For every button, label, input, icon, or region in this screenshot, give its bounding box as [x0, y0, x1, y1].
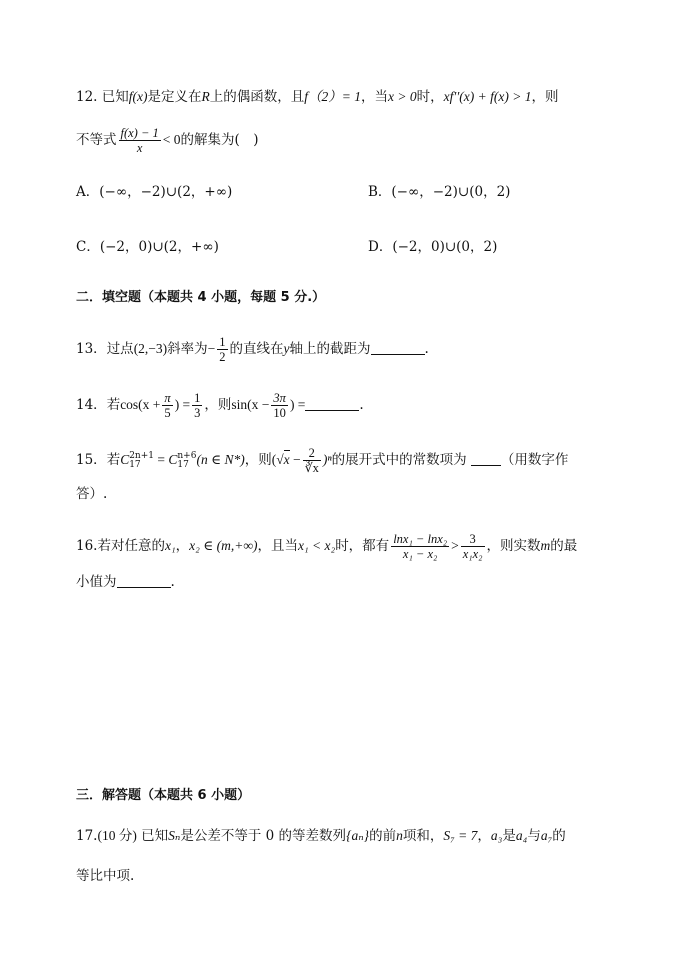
q15-C2: C: [168, 452, 178, 467]
fraction-denominator: ∛x: [304, 461, 319, 475]
q16-x2-domain: x₂ ∈ (m,+∞): [189, 538, 258, 553]
q15-C2-sup: n+6: [177, 450, 197, 461]
q13-end: .: [424, 341, 429, 357]
q15-C2-sub: 17: [177, 459, 189, 470]
question-number: 12.: [76, 89, 98, 105]
question-16-line-1: [76, 532, 628, 561]
q15-minus: −: [289, 452, 301, 467]
q12-text: 不等式: [76, 132, 117, 148]
fraction-denominator: x: [136, 141, 143, 155]
question-14: [76, 391, 628, 420]
question-12-line-1: [76, 87, 628, 107]
q15-power: )ⁿ: [322, 452, 332, 467]
q15-sqrt-x: x: [283, 452, 290, 467]
q17-text: 与: [527, 828, 541, 844]
q16-text: 若对任意的: [97, 538, 165, 554]
q15-paren: (: [271, 452, 277, 467]
q16-end: .: [170, 574, 175, 590]
q13-point: (2,−3): [133, 341, 168, 356]
q16-gt: >: [451, 538, 459, 553]
question-number: 16.: [76, 538, 98, 554]
q17-text: 项和，: [402, 828, 444, 844]
fraction-denominator: 10: [273, 406, 286, 420]
q12-text: 是定义在: [147, 89, 202, 105]
q12-f2: f（2）= 1: [304, 89, 362, 104]
q14-text: 若: [106, 397, 121, 413]
q15-C1-indices: [129, 452, 154, 470]
fraction-numerator: 3: [461, 532, 485, 547]
q12-inequality: xf′′(x) + f(x) > 1: [443, 89, 532, 104]
option-d[interactable]: D．(−2，0)∪(0，2): [368, 239, 498, 255]
q16-text: 时，都有: [335, 538, 390, 554]
q13-fraction: [217, 335, 227, 364]
q12-fx: f(x): [128, 89, 148, 104]
q17-Sn: Sₙ: [168, 828, 181, 843]
fraction-denominator: 2: [219, 350, 226, 364]
q15-fraction: [303, 446, 321, 475]
q17-a3: a₃: [490, 828, 503, 843]
q15-condition: (n ∈ N*): [196, 452, 245, 467]
option-c[interactable]: C．(−2，0)∪(2，+∞): [76, 239, 219, 255]
fraction-numerator: 2: [303, 446, 321, 461]
q16-x1: x₁: [164, 538, 176, 553]
option-b[interactable]: B．(−∞，−2)∪(0，2): [368, 184, 511, 200]
q12-R: R: [201, 89, 210, 104]
option-a[interactable]: A．(−∞，−2)∪(2，+∞): [76, 184, 233, 200]
q17-S7: S₇ = 7: [443, 828, 478, 843]
fraction-numerator: lnx₁ − lnx₂: [393, 532, 448, 546]
q14-eq: ) =: [289, 397, 306, 412]
q15-text: ，则: [244, 452, 272, 468]
q13-text: 过点: [106, 341, 134, 357]
q12-text: 时，: [416, 89, 444, 105]
question-15-line-1: [76, 446, 628, 475]
q16-m: m: [540, 538, 551, 553]
question-13: [76, 335, 628, 364]
answer-blank[interactable]: [117, 573, 171, 588]
q17-a7: a₇: [540, 828, 553, 843]
sqrt-icon: √: [276, 452, 284, 467]
q13-minus: −: [207, 341, 216, 356]
question-12-line-2: [76, 126, 628, 155]
q15-C1-sub: 17: [129, 459, 141, 470]
q15-C1-sup: 2n+1: [129, 450, 154, 461]
section-heading-fill-in: 二．填空题（本题共 4 小题，每题 5 分.）: [76, 290, 326, 305]
question-15-line-2: 答）.: [76, 486, 108, 502]
q14-fraction-1: [162, 391, 172, 420]
q16-text: ，且当: [257, 538, 298, 554]
question-17-line-1: [76, 826, 628, 846]
q16-text: 小值为: [76, 574, 117, 590]
q14-fraction-3: [271, 391, 288, 420]
fraction-numerator: 3π: [273, 391, 286, 405]
q13-text: 轴上的截距为: [289, 341, 371, 357]
answer-blank[interactable]: [371, 340, 425, 355]
answer-blank[interactable]: [471, 451, 501, 466]
question-16-line-2: [76, 572, 628, 592]
q12-ineq: < 0: [162, 132, 181, 147]
question-number: 13．: [76, 341, 107, 357]
q17-text: 的前: [369, 828, 397, 844]
fraction-numerator: 1: [194, 391, 201, 405]
q17-text: 已知: [141, 828, 169, 844]
q17-text: 是公差不等于 0 的等差数列: [180, 828, 347, 844]
q15-C1: C: [120, 452, 130, 467]
fraction-denominator: x₁x₂: [462, 547, 483, 561]
q12-text: ，当: [361, 89, 389, 105]
q12-text: 已知: [101, 89, 129, 105]
q16-text: 的最: [550, 538, 578, 554]
q12-fraction: [119, 126, 161, 155]
q16-text: ，则实数: [486, 538, 541, 554]
section-heading-answers: 三．解答题（本题共 6 小题）: [76, 788, 251, 803]
fraction-denominator: 5: [164, 406, 171, 420]
q15-eq: =: [154, 452, 169, 467]
question-17-line-2: 等比中项.: [76, 868, 135, 884]
q17-a4: a₄: [515, 828, 528, 843]
q14-text: ，则: [204, 397, 232, 413]
q12-text: 的解集为( ): [180, 132, 259, 148]
q12-text: 上的偶函数，且: [209, 89, 305, 105]
q17-an: {aₙ}: [346, 828, 370, 843]
fraction-numerator: f(x) − 1: [120, 126, 159, 140]
q13-y: y: [283, 341, 290, 356]
q14-eq: ) =: [174, 397, 191, 412]
q13-text: 的直线在: [229, 341, 284, 357]
q16-comma: ，: [175, 538, 190, 554]
q12-text: ，则: [531, 89, 559, 105]
q14-sin: sin(x −: [231, 397, 270, 412]
fraction-numerator: 1: [219, 335, 226, 349]
q17-score: (10 分): [97, 828, 137, 843]
q15-text: （用数字作: [500, 452, 569, 468]
q16-condition: x₁ < x₂: [297, 538, 336, 553]
q16-fraction-1: [391, 532, 449, 561]
fraction-denominator: 3: [194, 406, 201, 420]
fraction-denominator: x₁ − x₂: [402, 547, 438, 561]
q14-cos: cos(x +: [120, 397, 161, 412]
q17-text: 的: [552, 828, 566, 844]
fraction-numerator: π: [164, 391, 171, 405]
q15-text: 若: [106, 452, 121, 468]
q15-text: 的展开式中的常数项为: [331, 452, 467, 468]
q17-n: n: [396, 828, 403, 843]
q14-end: .: [359, 397, 364, 413]
q15-C2-indices: [177, 452, 196, 470]
question-number: 14．: [76, 397, 107, 413]
answer-blank[interactable]: [305, 396, 359, 411]
q14-fraction-2: [192, 391, 202, 420]
q17-text: 是: [502, 828, 516, 844]
q12-condition: x > 0: [388, 89, 417, 104]
question-number: 17.: [76, 828, 98, 844]
q13-text: 斜率为: [167, 341, 208, 357]
q16-fraction-2: [461, 532, 485, 561]
q17-text: ，: [477, 828, 491, 844]
question-number: 15．: [76, 452, 107, 468]
